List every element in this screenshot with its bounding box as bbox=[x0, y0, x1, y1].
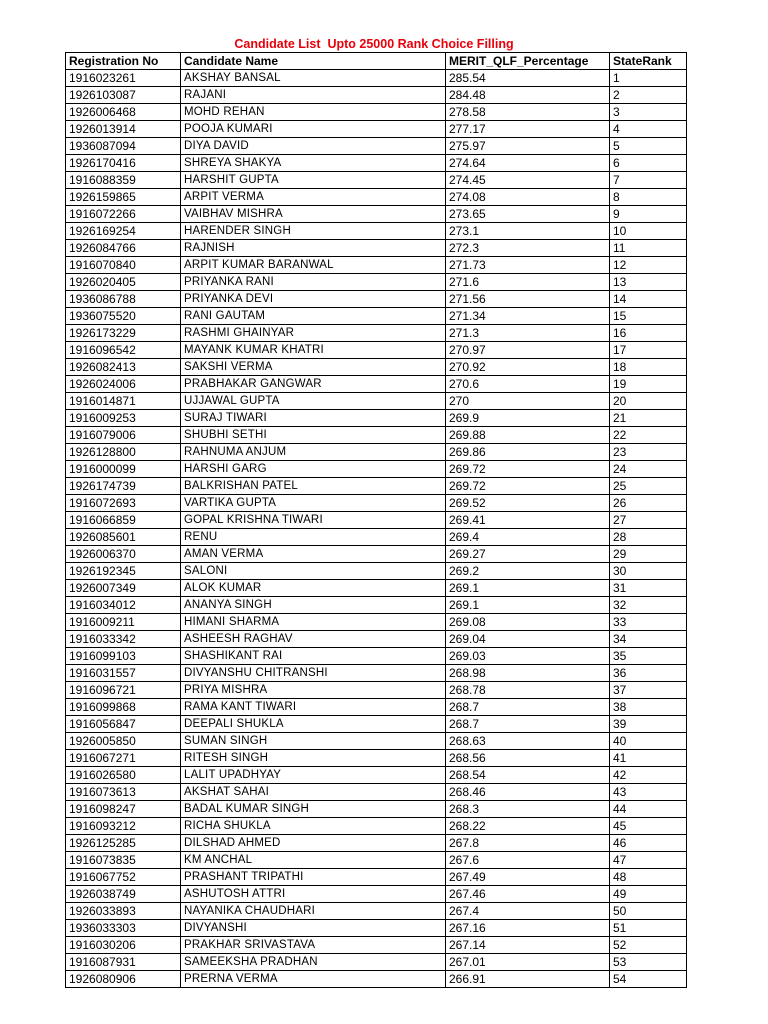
candidate-name-cell: DIYA DAVID bbox=[181, 138, 446, 155]
registration-no-cell: 1926005850 bbox=[66, 733, 181, 750]
state-rank-cell: 24 bbox=[610, 461, 687, 478]
state-rank-cell: 53 bbox=[610, 954, 687, 971]
table-row bbox=[66, 342, 687, 359]
candidate-name-cell: PRASHANT TRIPATHI bbox=[181, 869, 446, 886]
registration-no-cell: 1926084766 bbox=[66, 240, 181, 257]
candidate-name-cell: AKSHAY BANSAL bbox=[181, 70, 446, 87]
registration-no-cell: 1916034012 bbox=[66, 597, 181, 614]
table-row bbox=[66, 682, 687, 699]
table-row bbox=[66, 155, 687, 172]
state-rank-cell: 34 bbox=[610, 631, 687, 648]
candidate-name-cell: SHREYA SHAKYA bbox=[181, 155, 446, 172]
state-rank-cell: 26 bbox=[610, 495, 687, 512]
table-row bbox=[66, 138, 687, 155]
candidate-name-cell: RENU bbox=[181, 529, 446, 546]
table-row bbox=[66, 223, 687, 240]
registration-no-cell: 1916009211 bbox=[66, 614, 181, 631]
merit-percentage-cell: 274.64 bbox=[446, 155, 610, 172]
candidate-name-cell: HARSHIT GUPTA bbox=[181, 172, 446, 189]
merit-percentage-cell: 267.16 bbox=[446, 920, 610, 937]
table-row bbox=[66, 70, 687, 87]
candidate-name-cell: ASHEESH RAGHAV bbox=[181, 631, 446, 648]
table-row bbox=[66, 750, 687, 767]
table-row bbox=[66, 818, 687, 835]
candidate-name-cell: ARPIT VERMA bbox=[181, 189, 446, 206]
state-rank-cell: 28 bbox=[610, 529, 687, 546]
registration-no-cell: 1936075520 bbox=[66, 308, 181, 325]
table-row bbox=[66, 886, 687, 903]
state-rank-cell: 52 bbox=[610, 937, 687, 954]
state-rank-cell: 18 bbox=[610, 359, 687, 376]
candidate-name-cell: PRAKHAR SRIVASTAVA bbox=[181, 937, 446, 954]
table-row bbox=[66, 699, 687, 716]
table-row bbox=[66, 478, 687, 495]
registration-no-cell: 1916009253 bbox=[66, 410, 181, 427]
merit-percentage-cell: 270.97 bbox=[446, 342, 610, 359]
table-row bbox=[66, 512, 687, 529]
registration-no-cell: 1916099103 bbox=[66, 648, 181, 665]
merit-percentage-cell: 269.72 bbox=[446, 478, 610, 495]
candidate-name-cell: ASHUTOSH ATTRI bbox=[181, 886, 446, 903]
registration-no-cell: 1916014871 bbox=[66, 393, 181, 410]
merit-percentage-cell: 274.45 bbox=[446, 172, 610, 189]
merit-percentage-cell: 285.54 bbox=[446, 70, 610, 87]
candidate-table bbox=[65, 52, 687, 988]
state-rank-cell: 51 bbox=[610, 920, 687, 937]
column-header-candidate-name: Candidate Name bbox=[181, 53, 446, 70]
registration-no-cell: 1926024006 bbox=[66, 376, 181, 393]
table-row bbox=[66, 597, 687, 614]
state-rank-cell: 54 bbox=[610, 971, 687, 988]
state-rank-cell: 11 bbox=[610, 240, 687, 257]
state-rank-cell: 35 bbox=[610, 648, 687, 665]
state-rank-cell: 33 bbox=[610, 614, 687, 631]
table-body bbox=[66, 70, 687, 988]
registration-no-cell: 1916099868 bbox=[66, 699, 181, 716]
table-row bbox=[66, 631, 687, 648]
merit-percentage-cell: 269.04 bbox=[446, 631, 610, 648]
table-row bbox=[66, 767, 687, 784]
registration-no-cell: 1926080906 bbox=[66, 971, 181, 988]
state-rank-cell: 49 bbox=[610, 886, 687, 903]
merit-percentage-cell: 269.03 bbox=[446, 648, 610, 665]
table-row bbox=[66, 104, 687, 121]
candidate-name-cell: GOPAL KRISHNA TIWARI bbox=[181, 512, 446, 529]
merit-percentage-cell: 272.3 bbox=[446, 240, 610, 257]
registration-no-cell: 1916093212 bbox=[66, 818, 181, 835]
column-header-merit-percentage: MERIT_QLF_Percentage bbox=[446, 53, 610, 70]
table-row bbox=[66, 903, 687, 920]
merit-percentage-cell: 268.22 bbox=[446, 818, 610, 835]
state-rank-cell: 36 bbox=[610, 665, 687, 682]
state-rank-cell: 3 bbox=[610, 104, 687, 121]
registration-no-cell: 1926173229 bbox=[66, 325, 181, 342]
state-rank-cell: 40 bbox=[610, 733, 687, 750]
merit-percentage-cell: 269.27 bbox=[446, 546, 610, 563]
merit-percentage-cell: 269.08 bbox=[446, 614, 610, 631]
table-row bbox=[66, 427, 687, 444]
registration-no-cell: 1916088359 bbox=[66, 172, 181, 189]
state-rank-cell: 13 bbox=[610, 274, 687, 291]
merit-percentage-cell: 268.7 bbox=[446, 699, 610, 716]
state-rank-cell: 12 bbox=[610, 257, 687, 274]
candidate-name-cell: RAMA KANT TIWARI bbox=[181, 699, 446, 716]
candidate-name-cell: ANANYA SINGH bbox=[181, 597, 446, 614]
candidate-name-cell: MAYANK KUMAR KHATRI bbox=[181, 342, 446, 359]
merit-percentage-cell: 269.9 bbox=[446, 410, 610, 427]
candidate-name-cell: BADAL KUMAR SINGH bbox=[181, 801, 446, 818]
merit-percentage-cell: 267.6 bbox=[446, 852, 610, 869]
candidate-name-cell: RAHNUMA ANJUM bbox=[181, 444, 446, 461]
registration-no-cell: 1916096542 bbox=[66, 342, 181, 359]
state-rank-cell: 39 bbox=[610, 716, 687, 733]
merit-percentage-cell: 267.49 bbox=[446, 869, 610, 886]
candidate-name-cell: AMAN VERMA bbox=[181, 546, 446, 563]
candidate-name-cell: DIVYANSHI bbox=[181, 920, 446, 937]
merit-percentage-cell: 267.46 bbox=[446, 886, 610, 903]
table-row bbox=[66, 801, 687, 818]
table-row bbox=[66, 206, 687, 223]
candidate-name-cell: PRERNA VERMA bbox=[181, 971, 446, 988]
merit-percentage-cell: 269.1 bbox=[446, 597, 610, 614]
registration-no-cell: 1926125285 bbox=[66, 835, 181, 852]
registration-no-cell: 1926159865 bbox=[66, 189, 181, 206]
merit-percentage-cell: 268.56 bbox=[446, 750, 610, 767]
merit-percentage-cell: 270.6 bbox=[446, 376, 610, 393]
table-row bbox=[66, 733, 687, 750]
merit-percentage-cell: 284.48 bbox=[446, 87, 610, 104]
table-row bbox=[66, 495, 687, 512]
merit-percentage-cell: 268.46 bbox=[446, 784, 610, 801]
merit-percentage-cell: 268.78 bbox=[446, 682, 610, 699]
candidate-name-cell: PRABHAKAR GANGWAR bbox=[181, 376, 446, 393]
registration-no-cell: 1926085601 bbox=[66, 529, 181, 546]
registration-no-cell: 1916096721 bbox=[66, 682, 181, 699]
state-rank-cell: 50 bbox=[610, 903, 687, 920]
table-row bbox=[66, 325, 687, 342]
candidate-name-cell: PRIYANKA DEVI bbox=[181, 291, 446, 308]
table-row bbox=[66, 410, 687, 427]
registration-no-cell: 1926033893 bbox=[66, 903, 181, 920]
registration-no-cell: 1916056847 bbox=[66, 716, 181, 733]
registration-no-cell: 1926007349 bbox=[66, 580, 181, 597]
candidate-name-cell: BALKRISHAN PATEL bbox=[181, 478, 446, 495]
candidate-name-cell: RAJNISH bbox=[181, 240, 446, 257]
table-row bbox=[66, 308, 687, 325]
merit-percentage-cell: 271.73 bbox=[446, 257, 610, 274]
table-row bbox=[66, 359, 687, 376]
registration-no-cell: 1916066859 bbox=[66, 512, 181, 529]
merit-percentage-cell: 268.98 bbox=[446, 665, 610, 682]
table-row bbox=[66, 121, 687, 138]
candidate-name-cell: VARTIKA GUPTA bbox=[181, 495, 446, 512]
merit-percentage-cell: 271.34 bbox=[446, 308, 610, 325]
registration-no-cell: 1926103087 bbox=[66, 87, 181, 104]
state-rank-cell: 46 bbox=[610, 835, 687, 852]
table-row bbox=[66, 393, 687, 410]
registration-no-cell: 1916073835 bbox=[66, 852, 181, 869]
column-header-state-rank: StateRank bbox=[610, 53, 687, 70]
table-row bbox=[66, 665, 687, 682]
state-rank-cell: 25 bbox=[610, 478, 687, 495]
registration-no-cell: 1916030206 bbox=[66, 937, 181, 954]
candidate-name-cell: POOJA KUMARI bbox=[181, 121, 446, 138]
merit-percentage-cell: 270 bbox=[446, 393, 610, 410]
candidate-name-cell: VAIBHAV MISHRA bbox=[181, 206, 446, 223]
registration-no-cell: 1926170416 bbox=[66, 155, 181, 172]
registration-no-cell: 1926013914 bbox=[66, 121, 181, 138]
registration-no-cell: 1926006468 bbox=[66, 104, 181, 121]
table-row bbox=[66, 274, 687, 291]
merit-percentage-cell: 271.56 bbox=[446, 291, 610, 308]
merit-percentage-cell: 270.92 bbox=[446, 359, 610, 376]
state-rank-cell: 42 bbox=[610, 767, 687, 784]
registration-no-cell: 1916070840 bbox=[66, 257, 181, 274]
candidate-name-cell: RICHA SHUKLA bbox=[181, 818, 446, 835]
state-rank-cell: 47 bbox=[610, 852, 687, 869]
registration-no-cell: 1916067271 bbox=[66, 750, 181, 767]
column-header-registration-no: Registration No bbox=[66, 53, 181, 70]
candidate-name-cell: RAJANI bbox=[181, 87, 446, 104]
merit-percentage-cell: 269.52 bbox=[446, 495, 610, 512]
merit-percentage-cell: 267.01 bbox=[446, 954, 610, 971]
candidate-name-cell: RASHMI GHAINYAR bbox=[181, 325, 446, 342]
table-row bbox=[66, 580, 687, 597]
candidate-name-cell: AKSHAT SAHAI bbox=[181, 784, 446, 801]
registration-no-cell: 1926006370 bbox=[66, 546, 181, 563]
candidate-name-cell: SHUBHI SETHI bbox=[181, 427, 446, 444]
merit-percentage-cell: 269.72 bbox=[446, 461, 610, 478]
state-rank-cell: 45 bbox=[610, 818, 687, 835]
state-rank-cell: 7 bbox=[610, 172, 687, 189]
candidate-name-cell: DEEPALI SHUKLA bbox=[181, 716, 446, 733]
state-rank-cell: 31 bbox=[610, 580, 687, 597]
state-rank-cell: 30 bbox=[610, 563, 687, 580]
candidate-name-cell: SUMAN SINGH bbox=[181, 733, 446, 750]
merit-percentage-cell: 278.58 bbox=[446, 104, 610, 121]
state-rank-cell: 44 bbox=[610, 801, 687, 818]
state-rank-cell: 14 bbox=[610, 291, 687, 308]
table-row bbox=[66, 563, 687, 580]
merit-percentage-cell: 269.1 bbox=[446, 580, 610, 597]
merit-percentage-cell: 268.54 bbox=[446, 767, 610, 784]
table-row bbox=[66, 869, 687, 886]
merit-percentage-cell: 277.17 bbox=[446, 121, 610, 138]
registration-no-cell: 1926020405 bbox=[66, 274, 181, 291]
state-rank-cell: 20 bbox=[610, 393, 687, 410]
table-row bbox=[66, 87, 687, 104]
registration-no-cell: 1926192345 bbox=[66, 563, 181, 580]
table-row bbox=[66, 614, 687, 631]
candidate-name-cell: NAYANIKA CHAUDHARI bbox=[181, 903, 446, 920]
table-row bbox=[66, 954, 687, 971]
candidate-name-cell: LALIT UPADHYAY bbox=[181, 767, 446, 784]
state-rank-cell: 17 bbox=[610, 342, 687, 359]
candidate-name-cell: RITESH SINGH bbox=[181, 750, 446, 767]
merit-percentage-cell: 267.14 bbox=[446, 937, 610, 954]
registration-no-cell: 1926174739 bbox=[66, 478, 181, 495]
state-rank-cell: 22 bbox=[610, 427, 687, 444]
merit-percentage-cell: 268.7 bbox=[446, 716, 610, 733]
registration-no-cell: 1916072266 bbox=[66, 206, 181, 223]
state-rank-cell: 27 bbox=[610, 512, 687, 529]
state-rank-cell: 2 bbox=[610, 87, 687, 104]
merit-percentage-cell: 269.4 bbox=[446, 529, 610, 546]
table-row bbox=[66, 784, 687, 801]
candidate-name-cell: DIVYANSHU CHITRANSHI bbox=[181, 665, 446, 682]
merit-percentage-cell: 273.65 bbox=[446, 206, 610, 223]
merit-percentage-cell: 273.1 bbox=[446, 223, 610, 240]
candidate-name-cell: HIMANI SHARMA bbox=[181, 614, 446, 631]
registration-no-cell: 1916000099 bbox=[66, 461, 181, 478]
registration-no-cell: 1936033303 bbox=[66, 920, 181, 937]
table-row bbox=[66, 240, 687, 257]
state-rank-cell: 29 bbox=[610, 546, 687, 563]
table-row bbox=[66, 648, 687, 665]
registration-no-cell: 1916031557 bbox=[66, 665, 181, 682]
registration-no-cell: 1916072693 bbox=[66, 495, 181, 512]
table-header-row bbox=[66, 53, 687, 70]
registration-no-cell: 1916079006 bbox=[66, 427, 181, 444]
registration-no-cell: 1936087094 bbox=[66, 138, 181, 155]
document-title: Candidate List Upto 25000 Rank Choice Filling bbox=[234, 37, 514, 51]
candidate-name-cell: KM ANCHAL bbox=[181, 852, 446, 869]
state-rank-cell: 41 bbox=[610, 750, 687, 767]
candidate-name-cell: MOHD REHAN bbox=[181, 104, 446, 121]
table-row bbox=[66, 257, 687, 274]
table-row bbox=[66, 546, 687, 563]
state-rank-cell: 5 bbox=[610, 138, 687, 155]
table-row bbox=[66, 529, 687, 546]
state-rank-cell: 21 bbox=[610, 410, 687, 427]
candidate-name-cell: RANI GAUTAM bbox=[181, 308, 446, 325]
candidate-name-cell: SAMEEKSHA PRADHAN bbox=[181, 954, 446, 971]
merit-percentage-cell: 268.3 bbox=[446, 801, 610, 818]
table-row bbox=[66, 376, 687, 393]
registration-no-cell: 1916067752 bbox=[66, 869, 181, 886]
merit-percentage-cell: 269.88 bbox=[446, 427, 610, 444]
registration-no-cell: 1936086788 bbox=[66, 291, 181, 308]
table-row bbox=[66, 852, 687, 869]
candidate-name-cell: SHASHIKANT RAI bbox=[181, 648, 446, 665]
candidate-name-cell: PRIYANKA RANI bbox=[181, 274, 446, 291]
table-row bbox=[66, 291, 687, 308]
merit-percentage-cell: 275.97 bbox=[446, 138, 610, 155]
state-rank-cell: 15 bbox=[610, 308, 687, 325]
registration-no-cell: 1926038749 bbox=[66, 886, 181, 903]
state-rank-cell: 32 bbox=[610, 597, 687, 614]
state-rank-cell: 16 bbox=[610, 325, 687, 342]
merit-percentage-cell: 269.41 bbox=[446, 512, 610, 529]
table-row bbox=[66, 189, 687, 206]
candidate-name-cell: ARPIT KUMAR BARANWAL bbox=[181, 257, 446, 274]
state-rank-cell: 38 bbox=[610, 699, 687, 716]
state-rank-cell: 43 bbox=[610, 784, 687, 801]
registration-no-cell: 1916098247 bbox=[66, 801, 181, 818]
candidate-name-cell: ALOK KUMAR bbox=[181, 580, 446, 597]
registration-no-cell: 1916073613 bbox=[66, 784, 181, 801]
state-rank-cell: 6 bbox=[610, 155, 687, 172]
state-rank-cell: 1 bbox=[610, 70, 687, 87]
table-row bbox=[66, 444, 687, 461]
merit-percentage-cell: 268.63 bbox=[446, 733, 610, 750]
candidate-name-cell: DILSHAD AHMED bbox=[181, 835, 446, 852]
registration-no-cell: 1926128800 bbox=[66, 444, 181, 461]
merit-percentage-cell: 269.2 bbox=[446, 563, 610, 580]
state-rank-cell: 9 bbox=[610, 206, 687, 223]
registration-no-cell: 1916026580 bbox=[66, 767, 181, 784]
registration-no-cell: 1916087931 bbox=[66, 954, 181, 971]
registration-no-cell: 1926082413 bbox=[66, 359, 181, 376]
table-row bbox=[66, 937, 687, 954]
state-rank-cell: 10 bbox=[610, 223, 687, 240]
merit-percentage-cell: 267.4 bbox=[446, 903, 610, 920]
state-rank-cell: 19 bbox=[610, 376, 687, 393]
state-rank-cell: 8 bbox=[610, 189, 687, 206]
merit-percentage-cell: 274.08 bbox=[446, 189, 610, 206]
merit-percentage-cell: 267.8 bbox=[446, 835, 610, 852]
merit-percentage-cell: 271.3 bbox=[446, 325, 610, 342]
candidate-name-cell: SAKSHI VERMA bbox=[181, 359, 446, 376]
table-row bbox=[66, 716, 687, 733]
candidate-name-cell: SALONI bbox=[181, 563, 446, 580]
merit-percentage-cell: 269.86 bbox=[446, 444, 610, 461]
registration-no-cell: 1916033342 bbox=[66, 631, 181, 648]
table-row bbox=[66, 461, 687, 478]
table-row bbox=[66, 971, 687, 988]
table-row bbox=[66, 172, 687, 189]
registration-no-cell: 1916023261 bbox=[66, 70, 181, 87]
candidate-name-cell: HARENDER SINGH bbox=[181, 223, 446, 240]
candidate-name-cell: SURAJ TIWARI bbox=[181, 410, 446, 427]
state-rank-cell: 48 bbox=[610, 869, 687, 886]
merit-percentage-cell: 271.6 bbox=[446, 274, 610, 291]
state-rank-cell: 23 bbox=[610, 444, 687, 461]
candidate-name-cell: HARSHI GARG bbox=[181, 461, 446, 478]
table-row bbox=[66, 920, 687, 937]
merit-percentage-cell: 266.91 bbox=[446, 971, 610, 988]
state-rank-cell: 4 bbox=[610, 121, 687, 138]
registration-no-cell: 1926169254 bbox=[66, 223, 181, 240]
state-rank-cell: 37 bbox=[610, 682, 687, 699]
candidate-name-cell: PRIYA MISHRA bbox=[181, 682, 446, 699]
table-row bbox=[66, 835, 687, 852]
candidate-name-cell: UJJAWAL GUPTA bbox=[181, 393, 446, 410]
